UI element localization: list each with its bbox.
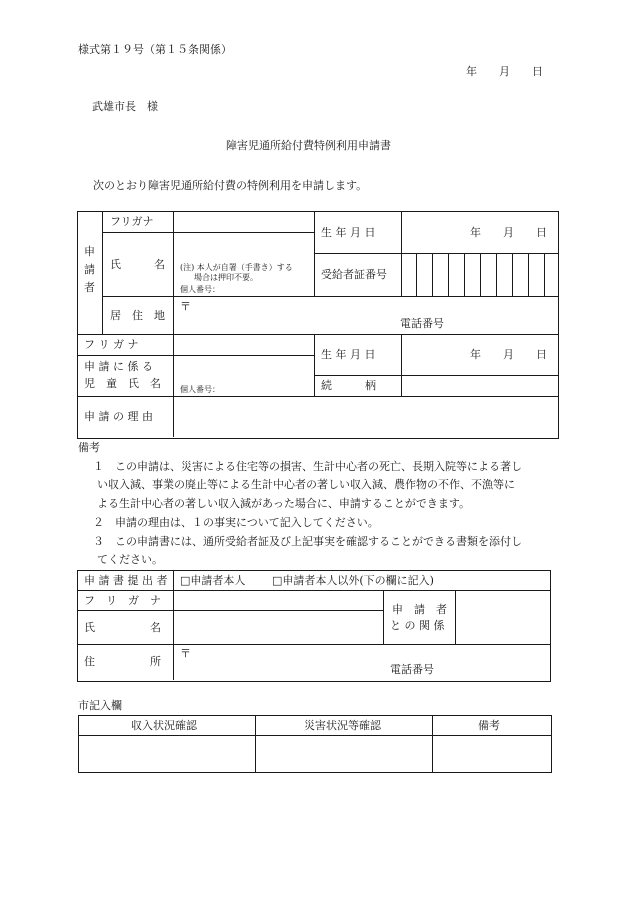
option-other-checkbox[interactable]: □申請者本人以外(下の欄に記入) — [272, 574, 434, 587]
child-personal-number-label: 個人番号： — [180, 385, 220, 394]
city-income-field[interactable] — [79, 736, 254, 771]
relation-field[interactable] — [402, 376, 557, 395]
relation-label: 続 柄 — [321, 379, 376, 392]
line-child-mid — [314, 334, 315, 396]
submitter-postal-mark: 〒 — [180, 647, 191, 660]
birth-value: 年 月 日 — [470, 226, 547, 239]
postal-mark: 〒 — [180, 300, 191, 313]
note-line: よる生計中心者の著しい収入減があった場合に、申請することができます。 — [97, 497, 471, 510]
city-disaster-field[interactable] — [256, 736, 431, 771]
city-remarks-field[interactable] — [433, 736, 550, 771]
city-col-disaster: 災害状況等確認 — [304, 719, 381, 732]
name-label: 氏 名 — [110, 258, 165, 271]
note-line: １ この申請は、災害による住宅等の損害、生計中心者の死亡、長期入院等による著し — [93, 460, 522, 473]
recipient-cert-field[interactable] — [402, 254, 557, 295]
city-col-remarks: 備考 — [478, 719, 500, 732]
child-name-label-2: 児 童 氏 名 — [84, 377, 161, 390]
child-furigana-label: フ リ ガ ナ — [84, 338, 139, 351]
submitter-relation-label-1: 申 請 者 — [392, 603, 447, 616]
child-birth-label: 生 年 月 日 — [321, 348, 376, 361]
phone-label: 電話番号 — [400, 317, 444, 330]
submitter-name-label: 氏 名 — [84, 621, 161, 634]
note-line: ２ 申請の理由は、１の事実について記入してください。 — [93, 516, 379, 529]
furigana-label: フリガナ — [110, 215, 154, 228]
name-field[interactable] — [174, 233, 313, 263]
submitter-relation-field[interactable] — [456, 591, 549, 643]
personal-number-label: 個人番号： — [180, 285, 220, 294]
birth-field[interactable] — [402, 212, 557, 252]
page-title: 障害児通所給付費特例利用申請書 — [226, 139, 391, 152]
city-col-income: 収入状況確認 — [131, 719, 197, 732]
applicant-group-label-2: 請 — [84, 263, 95, 276]
line-sub-mid — [383, 590, 384, 644]
submitter-phone-label: 電話番号 — [390, 663, 434, 676]
reason-field[interactable] — [174, 397, 557, 436]
submitter-address-label: 住 所 — [84, 655, 161, 668]
seal-note-line1: (注) 本人が自署（手書き）する — [180, 263, 293, 272]
submitter-address-field[interactable] — [174, 645, 549, 679]
note-line: ３ この申請書には、通所受給者証及び上記事実を確認することができる書類を添付し — [93, 535, 522, 548]
submitter-furigana-label: フ リ ガ ナ — [84, 594, 161, 607]
submitter-furigana-field[interactable] — [174, 591, 382, 609]
submitter-relation-label-2: と の 関 係 — [390, 619, 445, 632]
line-appl-group — [102, 211, 103, 334]
child-name-field[interactable] — [174, 356, 313, 384]
intro-text: 次のとおり障害児通所給付費の特例利用を申請します。 — [93, 179, 368, 192]
seal-note-line2: 場合は押印不要。 — [194, 273, 258, 282]
form-number: 様式第１９号（第１５条関係） — [78, 43, 232, 56]
address-label: 居 住 地 — [110, 309, 165, 322]
furigana-field[interactable] — [174, 212, 313, 232]
notes-heading: 備考 — [78, 441, 100, 454]
note-line: い収入減、事業の廃止等による生計中心者の著しい収入減、農作物の不作、不漁等に — [97, 478, 515, 491]
child-furigana-field[interactable] — [174, 335, 313, 354]
submitter-label: 申 請 書 提 出 者 — [84, 574, 168, 587]
applicant-group-label-1: 申 — [84, 245, 95, 258]
child-birth-field[interactable] — [402, 335, 557, 374]
city-section-heading: 市記入欄 — [78, 699, 122, 712]
child-name-label-1: 申 請 に 係 る — [84, 360, 153, 373]
reason-label: 申 請 の 理 由 — [84, 410, 153, 423]
date-line: 年 月 日 — [466, 65, 543, 78]
birth-label: 生 年 月 日 — [321, 226, 376, 239]
note-line: てください。 — [97, 553, 163, 566]
recipient-cert-label: 受給者証番号 — [321, 268, 387, 281]
address-field[interactable] — [174, 297, 557, 333]
submitter-name-field[interactable] — [174, 611, 382, 643]
option-self-checkbox[interactable]: □申請者本人 — [180, 574, 246, 587]
child-birth-value: 年 月 日 — [470, 348, 547, 361]
addressee: 武雄市長 様 — [92, 100, 158, 113]
applicant-group-label-3: 者 — [84, 281, 95, 294]
line-appl-mid — [314, 211, 315, 296]
